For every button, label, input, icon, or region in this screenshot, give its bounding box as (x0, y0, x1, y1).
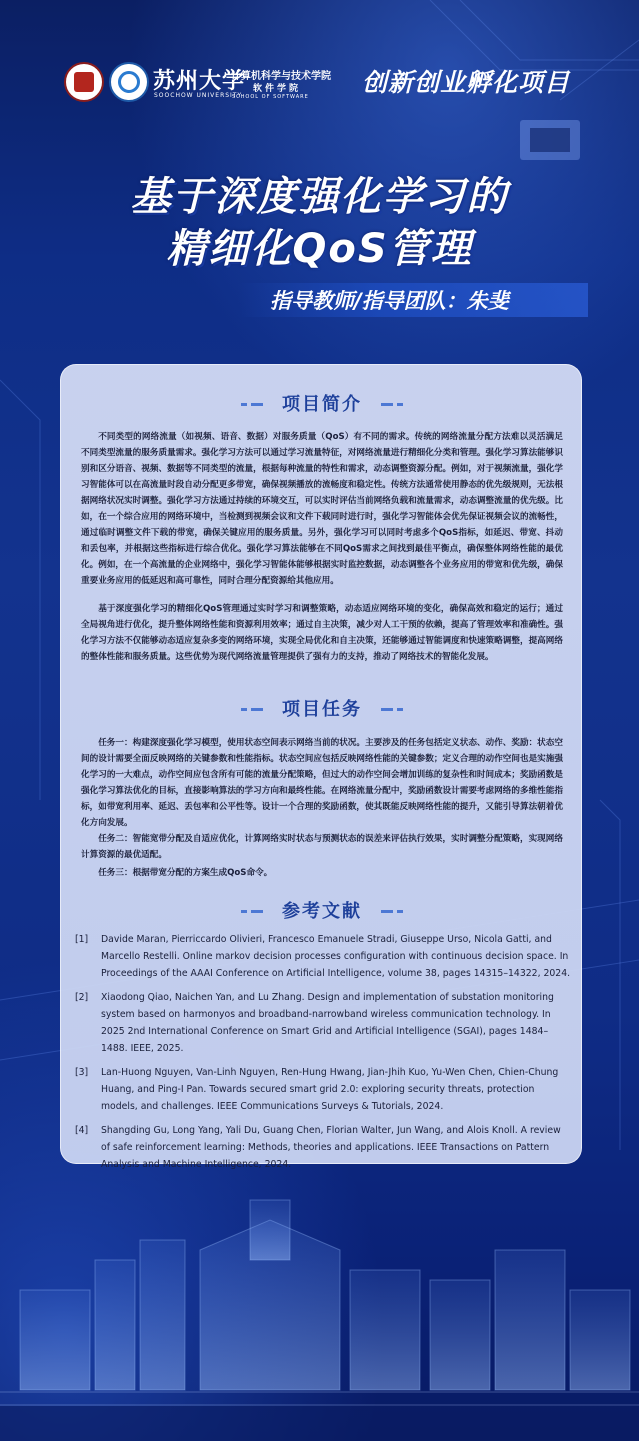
heading-dash-left (251, 403, 263, 406)
reference-item: [4] Shangding Gu, Long Yang, Yali Du, Guang Chen, Florian Walter, Jun Wang, and Alois Knoll. A review of safe reinforcement learning: Methods, theories and applications. IEEE Transactions on Pattern Analysis and Machine Intelligence, 2024. (75, 1125, 561, 1170)
intro-paragraph-1: 不同类型的网络流量（如视频、语音、数据）对服务质量（QoS）有不同的需求。传统的网络流量分配方法难以灵活满足不同类型流量的服务质量需求。强化学习方法可以通过学习流量特征，对网络流量进行精细化分类和管理。强化学习算法能够识别和区分语音、视频、数据等不同类型的流量，根据每种流量的特性和需求，动态调整资源分配。例如，对于视频流量，强化学习智能体可以在高流量时段自动分配更多带宽，确保视频播放的流畅度和稳定性。传统方法通常使用静态的优先级规则，无法根据网络状况实时调整。强化学习方法通过持续的环境交互，可以实时评估当前网络负载和流量需求，动态调整流量的优先级。比如，在一个综合应用的网络环境中，当检测到视频会议和文件下载同时进行时，强化学习智能体会优先保证视频会议的流畅性，通过临时调整文件下载的带宽，确保关键应用的服务质量。另外，强化学习可以同时考虑多个QoS指标，如延迟、带宽、抖动和丢包率，并根据这些指标进行综合优化。强化学习算法能够在不同QoS需求之间找到最佳平衡点，确保整体网络性能的最优化。例如，在一个高流量的企业网络中，强化学习智能体能够根据实时监控数据，动态调整各个业务应用的带宽和优先级，确保重要业务应用的低延迟和高可靠性，同时合理分配资源给其他应用。 (81, 432, 563, 586)
poster-title-line2: 精细化QoS管理 (166, 226, 473, 272)
reference-item: [2] Xiaodong Qiao, Naichen Yan, and Lu Zhang. Design and implementation of substation monitoring system based on harmonyos and broadband-narrowband wireless communication technology. In 2025 2nd International Conference on Smart Grid and Artificial Intelligence (SGAI), pages 1484–1488. IEEE, 2025. (75, 992, 554, 1054)
heading-dash-right-small (397, 403, 403, 406)
heading-dash-right-small (397, 910, 403, 913)
heading-dash-left-small (241, 403, 247, 406)
heading-dash-left-small (241, 708, 247, 711)
heading-dash-left-small (241, 910, 247, 913)
heading-dash-right-small (397, 708, 403, 711)
school-sub-name: 软件学院 (253, 84, 302, 94)
heading-dash-right (381, 708, 393, 711)
task-1-text: 任务一：构建深度强化学习模型，使用状态空间表示网络当前的状况。主要涉及的任务包括定义状态、动作、奖励：状态空间的设计需要全面反映网络的关键参数和性能指标。状态空间应包括反映网络性能的关键参数；定义合理的动作空间也是实施强化学习的一大难点，动作空间应包含所有可能的流量分配策略，但过大的动作空间会增加训练的复杂性和时间成本；奖励函数是强化学习算法优化的目标，直接影响算法的学习方向和最终性能。在网络流量分配中，奖励函数设计需要考虑网络的多维性能指标，如带宽利用率、延迟、丢包率和公平性等。设计一个合理的奖励函数，使其既能反映网络性能的提升，又能引导算法朝着优化方向发展。 (81, 738, 563, 828)
heading-dash-right (381, 403, 393, 406)
heading-dash-right (381, 910, 393, 913)
task-2-text: 任务二：智能宽带分配及自适应优化，计算网络实时状态与预测状态的误差来评估执行效果，实时调整分配策略，实现网络计算资源的最优适配。 (81, 834, 563, 860)
school-emblem-logo (109, 62, 149, 102)
references-heading: 参考文献 (282, 901, 362, 922)
slogan: 创新创业孵化项目 (362, 68, 571, 97)
content-panel (60, 364, 582, 1170)
university-name-en: SOOCHOW UNIVERSITY (154, 92, 243, 99)
school-name-en: SCHOOL OF SOFTWARE (232, 94, 309, 100)
heading-dash-left (251, 708, 263, 711)
university-seal-logo (64, 62, 104, 102)
reference-item: [1] Davide Maran, Pierriccardo Olivieri, Francesco Emanuele Stradi, Giuseppe Urso, Nicola Gatti, and Marcello Restelli. Online markov decision processes configuration with continuous decision space. In Proceedings of the AAAI Conference on Artificial Intelligence, volume 38, pages 14315–14322, 2024. (75, 934, 571, 979)
section-heading-tasks (61, 695, 583, 723)
references-list (75, 931, 571, 1180)
school-name: 计算机科学与技术学院 (231, 71, 331, 82)
intro-heading: 项目简介 (282, 394, 362, 415)
heading-dash-left (251, 910, 263, 913)
poster-title-line1: 基于深度强化学习的 (130, 174, 509, 220)
advisor-text: 指导教师/指导团队：朱斐 (270, 289, 509, 313)
reference-item: [3] Lan-Huong Nguyen, Van-Linh Nguyen, Ren-Hung Hwang, Jian-Jhih Kuo, Yu-Wen Chen, Chien-Chung Huang, and Ping-I Pan. Towards secured smart grid 2.0: exploring security threats, protection models, and challenges. IEEE Communications Surveys & Tutorials, 2024. (75, 1067, 559, 1112)
university-name: 苏州大学 (153, 68, 246, 94)
intro-paragraph-2: 基于深度强化学习的精细化QoS管理通过实时学习和调整策略，动态适应网络环境的变化，确保高效和稳定的运行；通过全局视角进行优化，提升整体网络性能和资源利用效率；通过自主决策，减少对人工干预的依赖，提高了管理效率和准确性。强化学习方法不仅能够动态适应复杂多变的网络环境，实现全局优化和自主决策，还能够通过智能调度和快速策略调整，提高网络的整体性能和服务质量。这些优势为现代网络流量管理提供了强有力的支持，推动了网络技术的智能化发展。 (81, 604, 563, 662)
tasks-heading: 项目任务 (282, 699, 362, 720)
section-heading-references (61, 897, 583, 925)
section-heading-intro (61, 390, 583, 418)
campus-skyline-illustration (0, 1180, 639, 1441)
advisor-banner (238, 283, 588, 317)
task-3-text: 任务三：根据带宽分配的方案生成QoS命令。 (98, 868, 273, 878)
